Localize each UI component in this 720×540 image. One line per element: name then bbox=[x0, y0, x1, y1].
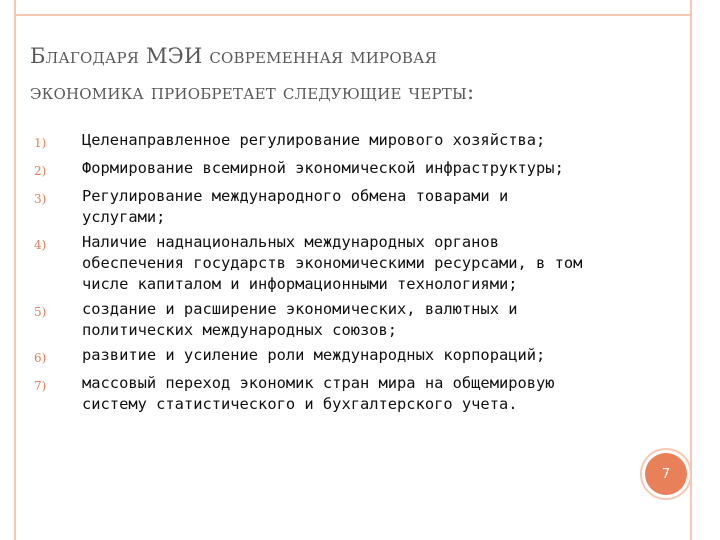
list-item bbox=[34, 299, 594, 341]
list-item-number: 2) bbox=[34, 164, 47, 178]
list-item bbox=[34, 186, 594, 228]
features-list bbox=[34, 130, 594, 419]
frame-line-left bbox=[14, 0, 16, 540]
slide-title-line-2: экономика приобретает следующие черты: bbox=[30, 80, 475, 104]
list-item bbox=[34, 158, 594, 182]
list-item-text: Целенаправленное регулирование мирового хозяйства; bbox=[82, 131, 546, 149]
list-item-text: развитие и усиление роли международных корпораций; bbox=[82, 346, 546, 364]
list-item-number: 1) bbox=[34, 136, 47, 150]
slide-title-line-1: Благодаря МЭИ современная мировая bbox=[30, 44, 437, 68]
list-item-text: Регулирование международного обмена товарами и услугами; bbox=[82, 187, 509, 226]
list-item-text: Наличие наднациональных международных органов обеспечения государств экономическими ресурсами, в том числе капиталом и информационными технологиями; bbox=[82, 233, 583, 293]
list-item-number: 7) bbox=[34, 379, 47, 393]
list-item-text: массовый переход экономик стран мира на общемировую систему статистического и бухгалтерского учета. bbox=[82, 374, 555, 413]
list-item-text: Формирование всемирной экономической инфраструктуры; bbox=[82, 159, 564, 177]
list-item-text: создание и расширение экономических, валютных и политических международных союзов; bbox=[82, 300, 518, 339]
list-item bbox=[34, 130, 594, 154]
frame-line-top bbox=[14, 14, 692, 16]
list-item-number: 4) bbox=[34, 238, 47, 252]
frame-line-right bbox=[690, 0, 692, 540]
slide-title bbox=[30, 38, 670, 110]
list-item bbox=[34, 373, 594, 415]
list-item-number: 3) bbox=[34, 192, 47, 206]
list-item bbox=[34, 232, 594, 295]
page-number-badge bbox=[640, 448, 692, 500]
list-item-number: 5) bbox=[34, 305, 47, 319]
page-number: 7 bbox=[645, 453, 687, 495]
list-item bbox=[34, 345, 594, 369]
list-item-number: 6) bbox=[34, 351, 47, 365]
